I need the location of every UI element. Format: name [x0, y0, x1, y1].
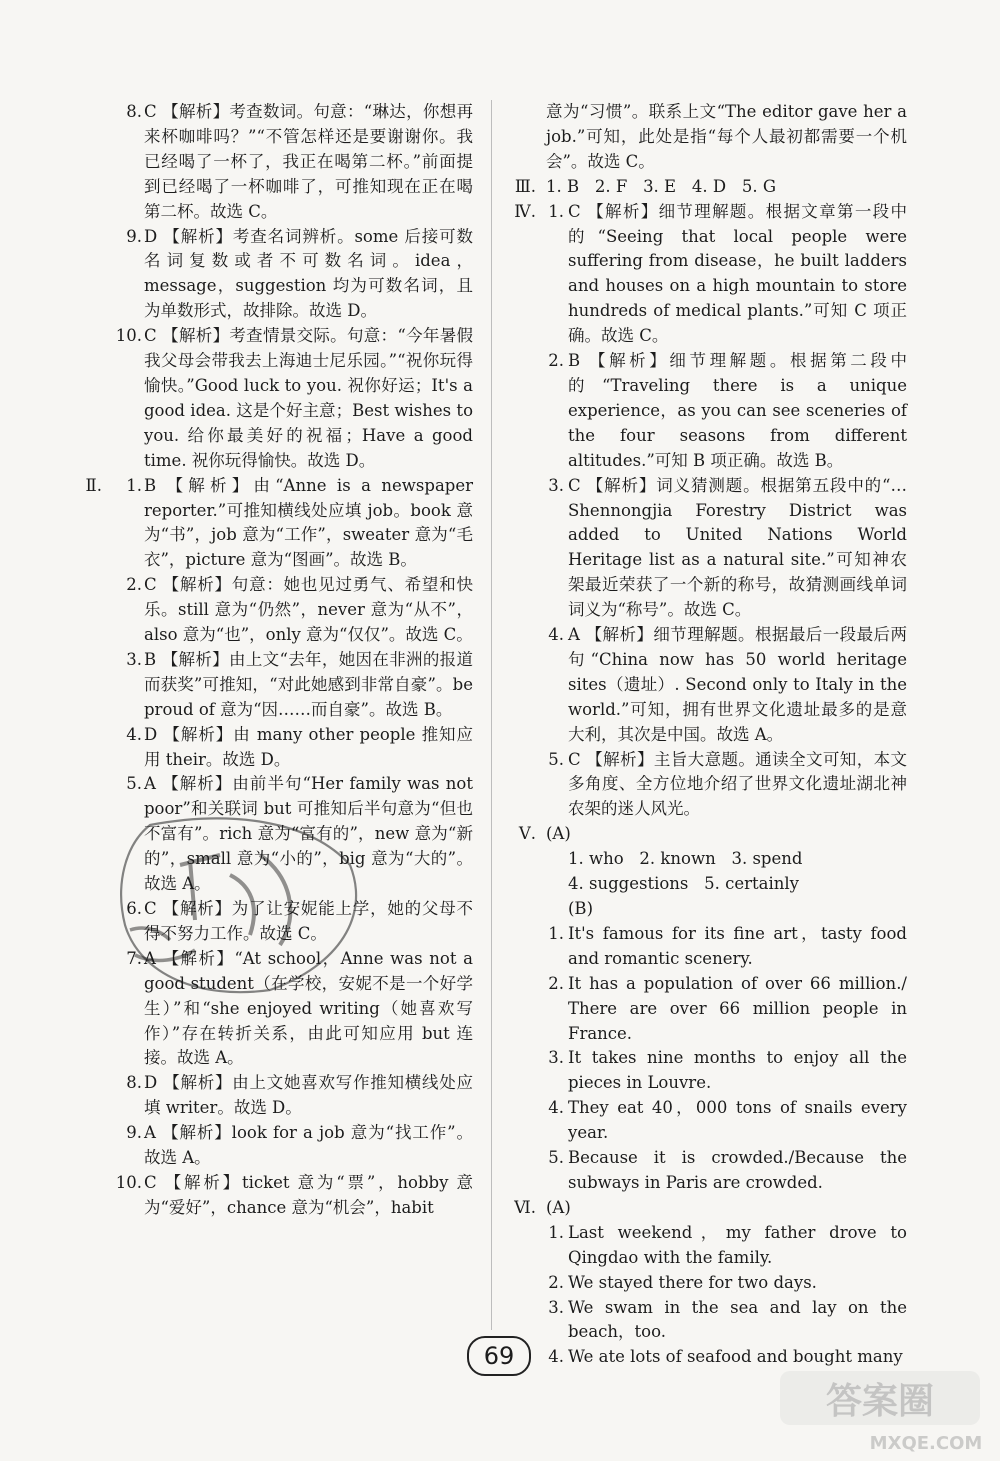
item-number: 6. — [126, 899, 142, 918]
item-text: A 【解析】look for a job 意为“找工作”。故选 A。 — [144, 1123, 473, 1168]
answer-key: 5. certainly — [704, 874, 799, 894]
item-text: C 【解析】考查情景交际。句意：“今年暑假我父母会带我去上海迪士尼乐园。”“祝你玩得愉快。”Good luck to you. 祝你好运；It's a good idea. 这是个好主意；Best wishes to you. 给你最美好的祝福；Have a good time. 祝你玩得愉快。故选 D。 — [144, 326, 473, 470]
section-roman: Ⅲ. — [514, 176, 536, 196]
left-column — [85, 100, 473, 1221]
part-b-label: (B) — [568, 899, 593, 918]
answer-item — [510, 1096, 907, 1146]
item-number: 3. — [548, 475, 564, 495]
answer-item — [510, 1271, 907, 1296]
answer-item — [108, 100, 473, 225]
item-number: 3. — [548, 1297, 564, 1317]
continued-text: 意为“习惯”。联系上文“The editor gave her a job.”可知，此处是指“每个人最初都需要一个机会”。故选 C。 — [546, 102, 907, 171]
answer-item — [510, 474, 907, 623]
item-number: 9. — [126, 1123, 142, 1143]
item-text: C 【解析】考查数词。句意：“琳达，你想再来杯咖啡吗？”“不管怎样还是要谢谢你。我已经喝了一杯了，我正在喝第二杯。”前面提到已经喝了一杯咖啡了，可推知现在正在喝第二杯。故选 C。 — [144, 102, 473, 221]
answer-key: 2. F — [594, 176, 628, 196]
item-number: 2. — [548, 973, 564, 993]
part-a-label: (A) — [546, 1197, 571, 1217]
watermark-icon — [776, 1365, 986, 1455]
item-number: 3. — [548, 1048, 564, 1068]
item-text: C 【解析】为了让安妮能上学，她的父母不得不努力工作。故选 C。 — [144, 899, 473, 943]
watermark-logo — [776, 1365, 986, 1455]
item-number: 1. — [548, 923, 564, 943]
item-text: It takes nine months to enjoy all the pieces in Louvre. — [568, 1048, 907, 1093]
answer-key: 3. E — [643, 176, 677, 196]
answer-item — [510, 748, 907, 823]
answer-key: 3. spend — [731, 849, 803, 869]
answer-item — [108, 772, 473, 897]
item-text: C 【解析】主旨大意题。通读全文可知，本文多角度、全方位地介绍了世界文化遗址湖北神农架的迷人风光。 — [568, 749, 907, 819]
part-label — [510, 1196, 907, 1221]
section-roman: Ⅳ. — [514, 201, 536, 221]
item-text: It has a population of over 66 million./ There are over 66 million people in France. — [568, 973, 907, 1043]
item-number: 4. — [548, 1347, 564, 1367]
section-5 — [510, 822, 907, 1196]
answer-item — [108, 897, 473, 947]
item-text: C 【解析】句意：她也见过勇气、希望和快乐。still 意为“仍然”，never 意为“从不”，also 意为“也”，only 意为“仅仅”。故选 C。 — [144, 575, 473, 645]
answer-item — [510, 1046, 907, 1096]
item-number: 2. — [548, 351, 564, 371]
answer-key: 1. who — [568, 849, 624, 869]
answer-item — [510, 1146, 907, 1196]
item-number: 10. — [115, 326, 142, 346]
section-roman: Ⅵ. — [514, 1197, 536, 1217]
item-text: They eat 40，000 tons of snails every year. — [568, 1098, 907, 1143]
answer-item — [510, 349, 907, 474]
answer-item — [510, 1221, 907, 1271]
item-text: Last weekend，my father drove to Qingdao with the family. — [568, 1222, 907, 1267]
right-column — [510, 100, 907, 1370]
item-number: 5. — [548, 1148, 564, 1168]
answer-key: 4. D — [691, 176, 727, 196]
item-number: 7. — [126, 948, 142, 968]
answer-item — [108, 1171, 473, 1221]
item-text: C 【解析】ticket 意为“票”，hobby 意为“爱好”，chance 意为“机会”，habit — [144, 1172, 473, 1217]
answer-item — [108, 723, 473, 773]
item-text: We ate lots of seafood and bought many — [568, 1347, 903, 1367]
part-label — [510, 897, 907, 922]
item-text: A 【解析】“At school，Anne was not a good student（在学校，安妮不是一个好学生）”和“she enjoyed writing（她喜欢写作）”存在转折关系，由此可知应用 but 连接。故选 A。 — [144, 948, 473, 1068]
item-number: 5. — [548, 749, 564, 769]
item-text: B 【解析】由“Anne is a newspaper reporter.”可推知横线处应填 job。book 意为“书”，job 意为“工作”，sweater 意为“毛衣”，picture 意为“图画”。故选 B。 — [144, 475, 473, 570]
item-text: C 【解析】词义猜测题。根据第五段中的“… Shennongjia Forestry District was added to United Nations World Heritage list as a natural site.”可知神农架最近荣获了一个新的称号，故猜测画线单词词义为“称号”。故选 C。 — [568, 475, 907, 620]
section-6 — [510, 1196, 907, 1370]
column-divider — [491, 100, 492, 1330]
answer-key: 2. known — [639, 849, 716, 869]
answer-item — [108, 324, 473, 473]
item-number: 2. — [126, 575, 142, 595]
item-number: 1. — [548, 1222, 564, 1242]
answer-row — [510, 847, 907, 872]
answer-item — [510, 1296, 907, 1346]
item-text: D 【解析】由 many other people 推知应用 their。故选 D。 — [144, 724, 473, 769]
item-text: A 【解析】细节理解题。根据最后一段最后两句“China now has 50 world heritage sites（遗址）. Second only to Italy in the world.”可知，拥有世界文化遗址最多的是意大利，其次是中国。故选 A。 — [568, 625, 907, 744]
answer-row — [510, 872, 907, 897]
answer-item — [108, 1071, 473, 1121]
item-number: 1. — [126, 475, 142, 495]
part-a-label: (A) — [546, 824, 571, 844]
item-text: B 【解析】细节理解题。根据第二段中的“Traveling there is a unique experience，as you can see sceneries of the four seasons from different altitudes.”可知 B 项正确。故选 B。 — [568, 351, 907, 470]
item-number: 9. — [126, 226, 142, 246]
svg-text:答案圈: 答案圈 — [825, 1381, 935, 1422]
answer-item — [510, 922, 907, 972]
item-number: 2. — [548, 1272, 564, 1292]
section-2 — [85, 474, 473, 1221]
section-4 — [510, 200, 907, 823]
item-text: D 【解析】由上文她喜欢写作推知横线处应填 writer。故选 D。 — [144, 1073, 473, 1118]
item-number: 3. — [126, 649, 142, 669]
answer-item — [85, 474, 473, 574]
answer-item — [108, 1121, 473, 1171]
item-number: 1. — [548, 201, 564, 221]
section-3 — [510, 175, 907, 200]
item-number: 10. — [115, 1172, 142, 1192]
item-number: 8. — [126, 102, 142, 121]
answer-item — [108, 648, 473, 723]
item-number: 5. — [126, 774, 142, 794]
item-text: It's famous for its fine art，tasty food and romantic scenery. — [568, 923, 907, 968]
part-label — [510, 822, 907, 847]
item-text: Because it is crowded./Because the subways in Paris are crowded. — [568, 1148, 907, 1192]
section-roman: Ⅴ. — [518, 824, 536, 844]
item-text: B 【解析】由上文“去年，她因在非洲的报道而获奖”可推知，“对此她感到非常自豪”。be proud of 意为“因……而自豪”。故选 B。 — [144, 649, 473, 719]
answer-item — [108, 573, 473, 648]
item-text: A 【解析】由前半句“Her family was not poor”和关联词 but 可推知后半句意为“但也不富有”。rich 意为“富有的”，new 意为“新的”，small 意为“小的”，big 意为“大的”。故选 A。 — [144, 774, 473, 894]
answer-item — [108, 947, 473, 1072]
item-number: 4. — [126, 724, 142, 744]
item-number: 4. — [548, 1098, 564, 1118]
answer-item — [108, 225, 473, 325]
item-text: D 【解析】考查名词辨析。some 后接可数名词复数或者不可数名词。idea，message，suggestion 均为可数名词，且为单数形式，故排除。故选 D。 — [144, 226, 473, 321]
item-text: We swam in the sea and lay on the beach，too. — [568, 1297, 907, 1342]
svg-text:MXQE.COM: MXQE.COM — [869, 1433, 983, 1454]
page-number: 69 — [467, 1336, 531, 1376]
answer-item — [510, 623, 907, 748]
section-roman: Ⅱ. — [85, 475, 102, 495]
item-text: C 【解析】细节理解题。根据文章第一段中的“Seeing that local people were suffering from disease，he built ladders and houses on a high mountain to store hundreds of medical plants.”可知 C 项正确。故选 C。 — [568, 201, 907, 346]
answer-key: 1. B — [546, 176, 580, 196]
answer-item — [510, 200, 907, 349]
answer-key: 5. G — [741, 176, 776, 196]
item-number: 4. — [548, 625, 564, 645]
item-text: We stayed there for two days. — [568, 1272, 817, 1292]
item-number: 8. — [126, 1073, 142, 1093]
answer-item — [510, 972, 907, 1047]
answer-key: 4. suggestions — [568, 874, 689, 894]
